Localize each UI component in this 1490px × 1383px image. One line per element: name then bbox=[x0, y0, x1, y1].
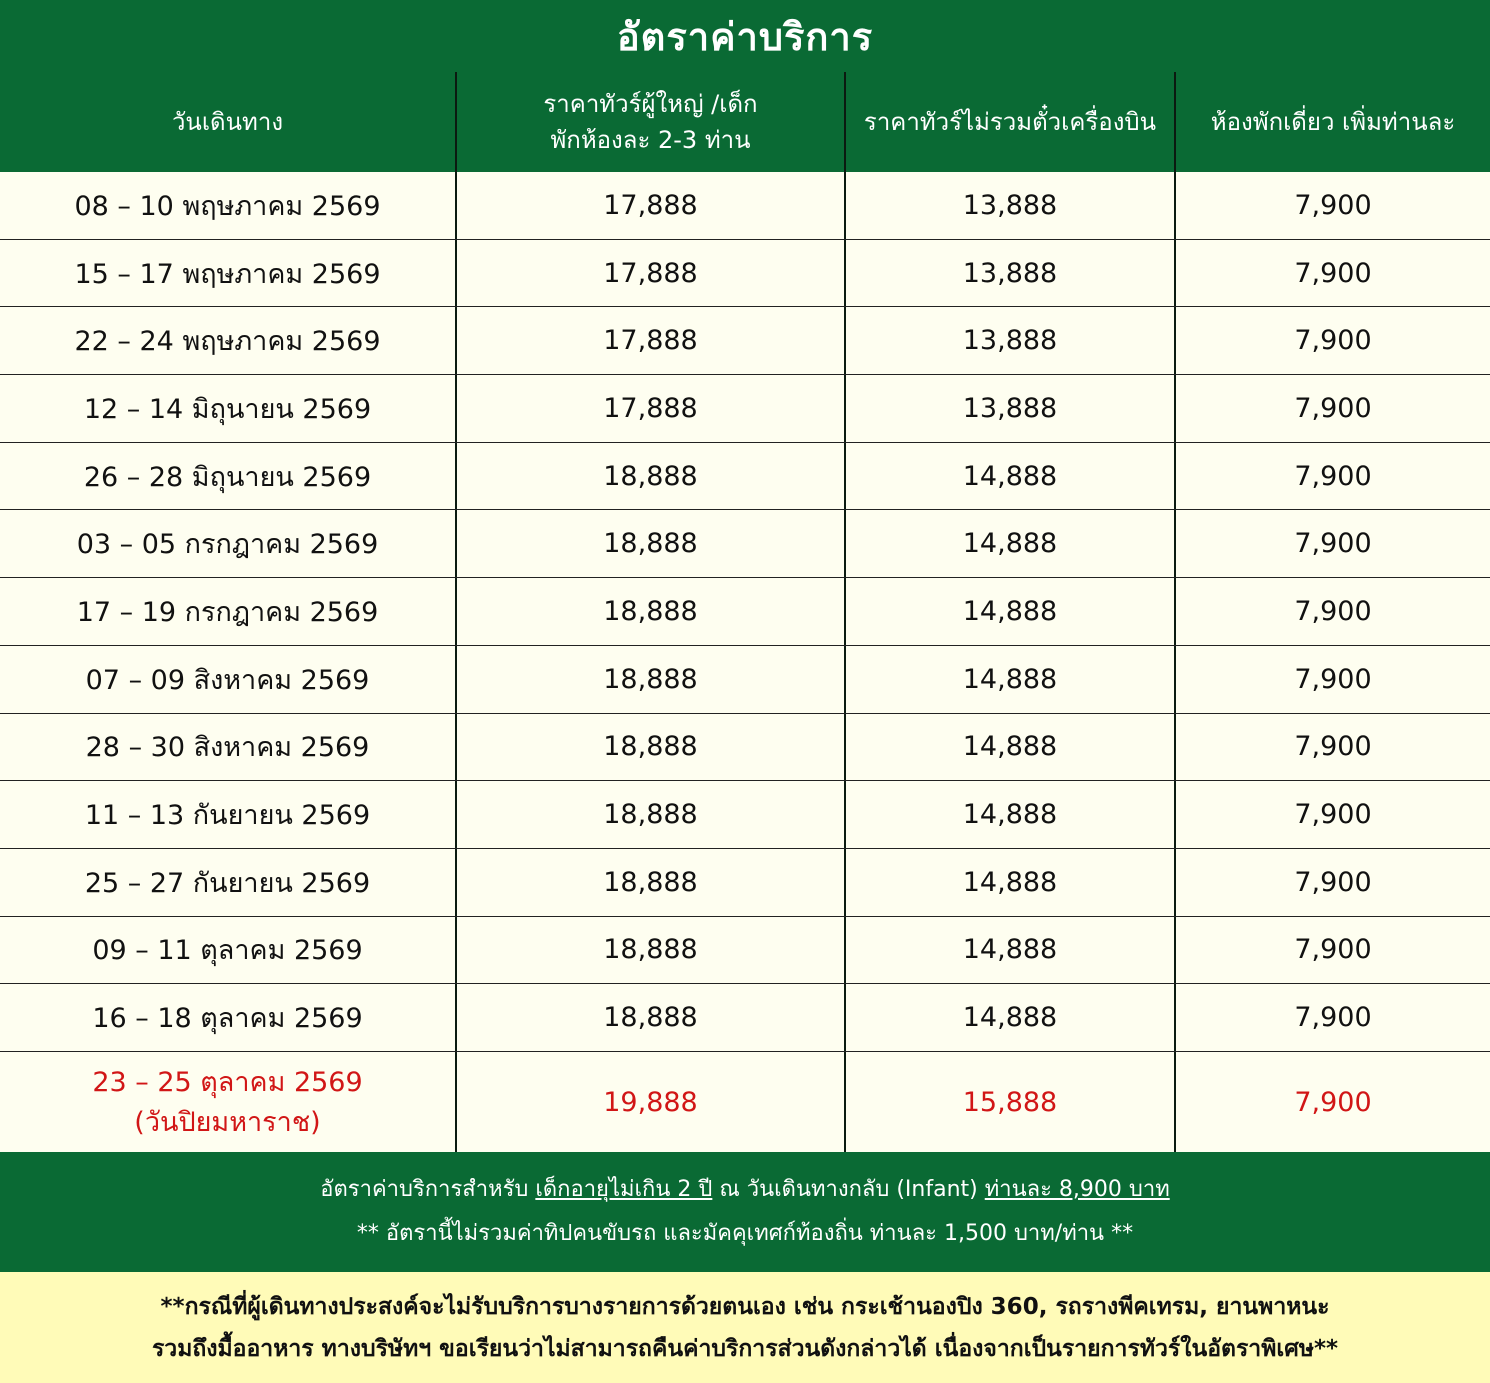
no-flight-price-cell: 13,888 bbox=[844, 240, 1174, 307]
holiday-name: (วันปิยมหาราช) bbox=[134, 1106, 321, 1138]
infant-note-a: อัตราค่าบริการสำหรับ bbox=[320, 1177, 536, 1202]
holiday-date-cell bbox=[0, 1052, 455, 1154]
date-cell: 17 – 19 กรกฎาคม 2569 bbox=[76, 596, 379, 628]
table-row bbox=[0, 240, 1490, 308]
date-cell: 12 – 14 มิถุนายน 2569 bbox=[83, 393, 372, 425]
adult-price-cell: 17,888 bbox=[455, 172, 844, 239]
single-room-cell: 7,900 bbox=[1174, 1052, 1490, 1154]
date-cell: 15 – 17 พฤษภาคม 2569 bbox=[74, 258, 381, 290]
date-cell: 11 – 13 กันยายน 2569 bbox=[84, 800, 371, 832]
no-flight-price-cell: 15,888 bbox=[844, 1052, 1174, 1154]
no-flight-price-cell: 14,888 bbox=[844, 510, 1174, 577]
adult-price-cell: 18,888 bbox=[455, 646, 844, 713]
table-row bbox=[0, 646, 1490, 714]
table-header bbox=[0, 72, 1490, 172]
infant-note bbox=[320, 1168, 1169, 1212]
date-cell: 26 – 28 มิถุนายน 2569 bbox=[83, 461, 372, 493]
adult-price-cell: 18,888 bbox=[455, 443, 844, 510]
no-flight-price-cell: 14,888 bbox=[844, 984, 1174, 1051]
date-cell: 28 – 30 สิงหาคม 2569 bbox=[85, 732, 370, 764]
adult-price-cell: 17,888 bbox=[455, 240, 844, 307]
no-flight-price-cell: 14,888 bbox=[844, 781, 1174, 848]
single-room-cell: 7,900 bbox=[1174, 917, 1490, 984]
header-adult-line2: พักห้องละ 2-3 ท่าน bbox=[550, 126, 751, 154]
single-room-cell: 7,900 bbox=[1174, 307, 1490, 374]
header-date bbox=[0, 72, 455, 172]
single-room-cell: 7,900 bbox=[1174, 510, 1490, 577]
header-single-label: ห้องพักเดี่ยว เพิ่มท่านละ bbox=[1210, 108, 1456, 136]
adult-price-cell: 18,888 bbox=[455, 578, 844, 645]
table-row bbox=[0, 510, 1490, 578]
date-cell: 07 – 09 สิงหาคม 2569 bbox=[85, 664, 370, 696]
infant-price: ท่านละ 8,900 บาท bbox=[984, 1177, 1170, 1202]
single-room-cell: 7,900 bbox=[1174, 578, 1490, 645]
date-cell: 22 – 24 พฤษภาคม 2569 bbox=[74, 326, 381, 358]
date-cell: 16 – 18 ตุลาคม 2569 bbox=[92, 1003, 363, 1035]
infant-age-condition: เด็กอายุไม่เกิน 2 ปี bbox=[535, 1177, 713, 1202]
table-row bbox=[0, 781, 1490, 849]
disclaimer-line2: รวมถึงมื้ออาหาร ทางบริษัทฯ ขอเรียนว่าไม่สามารถคืนค่าบริการส่วนดังกล่าวได้ เนื่องจากเป็นรายการทัวร์ในอัตราพิเศษ** bbox=[151, 1335, 1339, 1362]
date-cell: 09 – 11 ตุลาคม 2569 bbox=[92, 935, 363, 967]
adult-price-cell: 18,888 bbox=[455, 510, 844, 577]
table-row bbox=[0, 375, 1490, 443]
single-room-cell: 7,900 bbox=[1174, 984, 1490, 1051]
single-room-cell: 7,900 bbox=[1174, 172, 1490, 239]
no-flight-price-cell: 14,888 bbox=[844, 578, 1174, 645]
adult-price-cell: 17,888 bbox=[455, 375, 844, 442]
adult-price-cell: 18,888 bbox=[455, 984, 844, 1051]
single-room-cell: 7,900 bbox=[1174, 714, 1490, 781]
table-row bbox=[0, 172, 1490, 240]
no-flight-price-cell: 14,888 bbox=[844, 646, 1174, 713]
price-notes bbox=[0, 1152, 1490, 1272]
header-no-flight-label: ราคาทัวร์ไม่รวมตั๋วเครื่องบิน bbox=[863, 108, 1157, 136]
adult-price-cell: 18,888 bbox=[455, 849, 844, 916]
date-cell: 08 – 10 พฤษภาคม 2569 bbox=[74, 190, 381, 222]
tip-note: ** อัตรานี้ไม่รวมค่าทิปคนขับรถ และมัคคุเทศก์ท้องถิ่น ท่านละ 1,500 บาท/ท่าน ** bbox=[356, 1221, 1134, 1246]
no-flight-price-cell: 13,888 bbox=[844, 375, 1174, 442]
disclaimer-line1: **กรณีที่ผู้เดินทางประสงค์จะไม่รับบริการบางรายการด้วยตนเอง เช่น กระเช้านองปิง 360, รถรางพีคเทรม, ยานพาหนะ bbox=[160, 1293, 1330, 1320]
table-row bbox=[0, 849, 1490, 917]
date-cell: 03 – 05 กรกฎาคม 2569 bbox=[76, 529, 379, 561]
no-flight-price-cell: 13,888 bbox=[844, 172, 1174, 239]
adult-price-cell: 18,888 bbox=[455, 781, 844, 848]
no-flight-price-cell: 14,888 bbox=[844, 917, 1174, 984]
table-row bbox=[0, 984, 1490, 1052]
holiday-date: 23 – 25 ตุลาคม 2569 bbox=[92, 1066, 363, 1098]
no-flight-price-cell: 14,888 bbox=[844, 849, 1174, 916]
table-row bbox=[0, 714, 1490, 782]
adult-price-cell: 17,888 bbox=[455, 307, 844, 374]
price-table-body bbox=[0, 172, 1490, 1154]
table-row bbox=[0, 307, 1490, 375]
table-row bbox=[0, 917, 1490, 985]
header-no-flight-price bbox=[844, 72, 1174, 172]
infant-note-c: ณ วันเดินทางกลับ (Infant) bbox=[712, 1177, 985, 1202]
table-row bbox=[0, 443, 1490, 511]
adult-price-cell: 19,888 bbox=[455, 1052, 844, 1154]
no-flight-price-cell: 14,888 bbox=[844, 714, 1174, 781]
page-title: อัตราค่าบริการ bbox=[0, 0, 1490, 72]
header-single-room bbox=[1174, 72, 1490, 172]
table-row-holiday bbox=[0, 1052, 1490, 1154]
single-room-cell: 7,900 bbox=[1174, 646, 1490, 713]
no-flight-price-cell: 13,888 bbox=[844, 307, 1174, 374]
single-room-cell: 7,900 bbox=[1174, 375, 1490, 442]
header-adult-line1: ราคาทัวร์ผู้ใหญ่ /เด็ก bbox=[543, 90, 758, 118]
date-cell: 25 – 27 กันยายน 2569 bbox=[84, 867, 371, 899]
refund-disclaimer bbox=[0, 1272, 1490, 1383]
header-adult-price bbox=[455, 72, 844, 172]
header-date-label: วันเดินทาง bbox=[171, 108, 284, 136]
single-room-cell: 7,900 bbox=[1174, 240, 1490, 307]
single-room-cell: 7,900 bbox=[1174, 849, 1490, 916]
single-room-cell: 7,900 bbox=[1174, 781, 1490, 848]
table-row bbox=[0, 578, 1490, 646]
single-room-cell: 7,900 bbox=[1174, 443, 1490, 510]
no-flight-price-cell: 14,888 bbox=[844, 443, 1174, 510]
adult-price-cell: 18,888 bbox=[455, 714, 844, 781]
adult-price-cell: 18,888 bbox=[455, 917, 844, 984]
